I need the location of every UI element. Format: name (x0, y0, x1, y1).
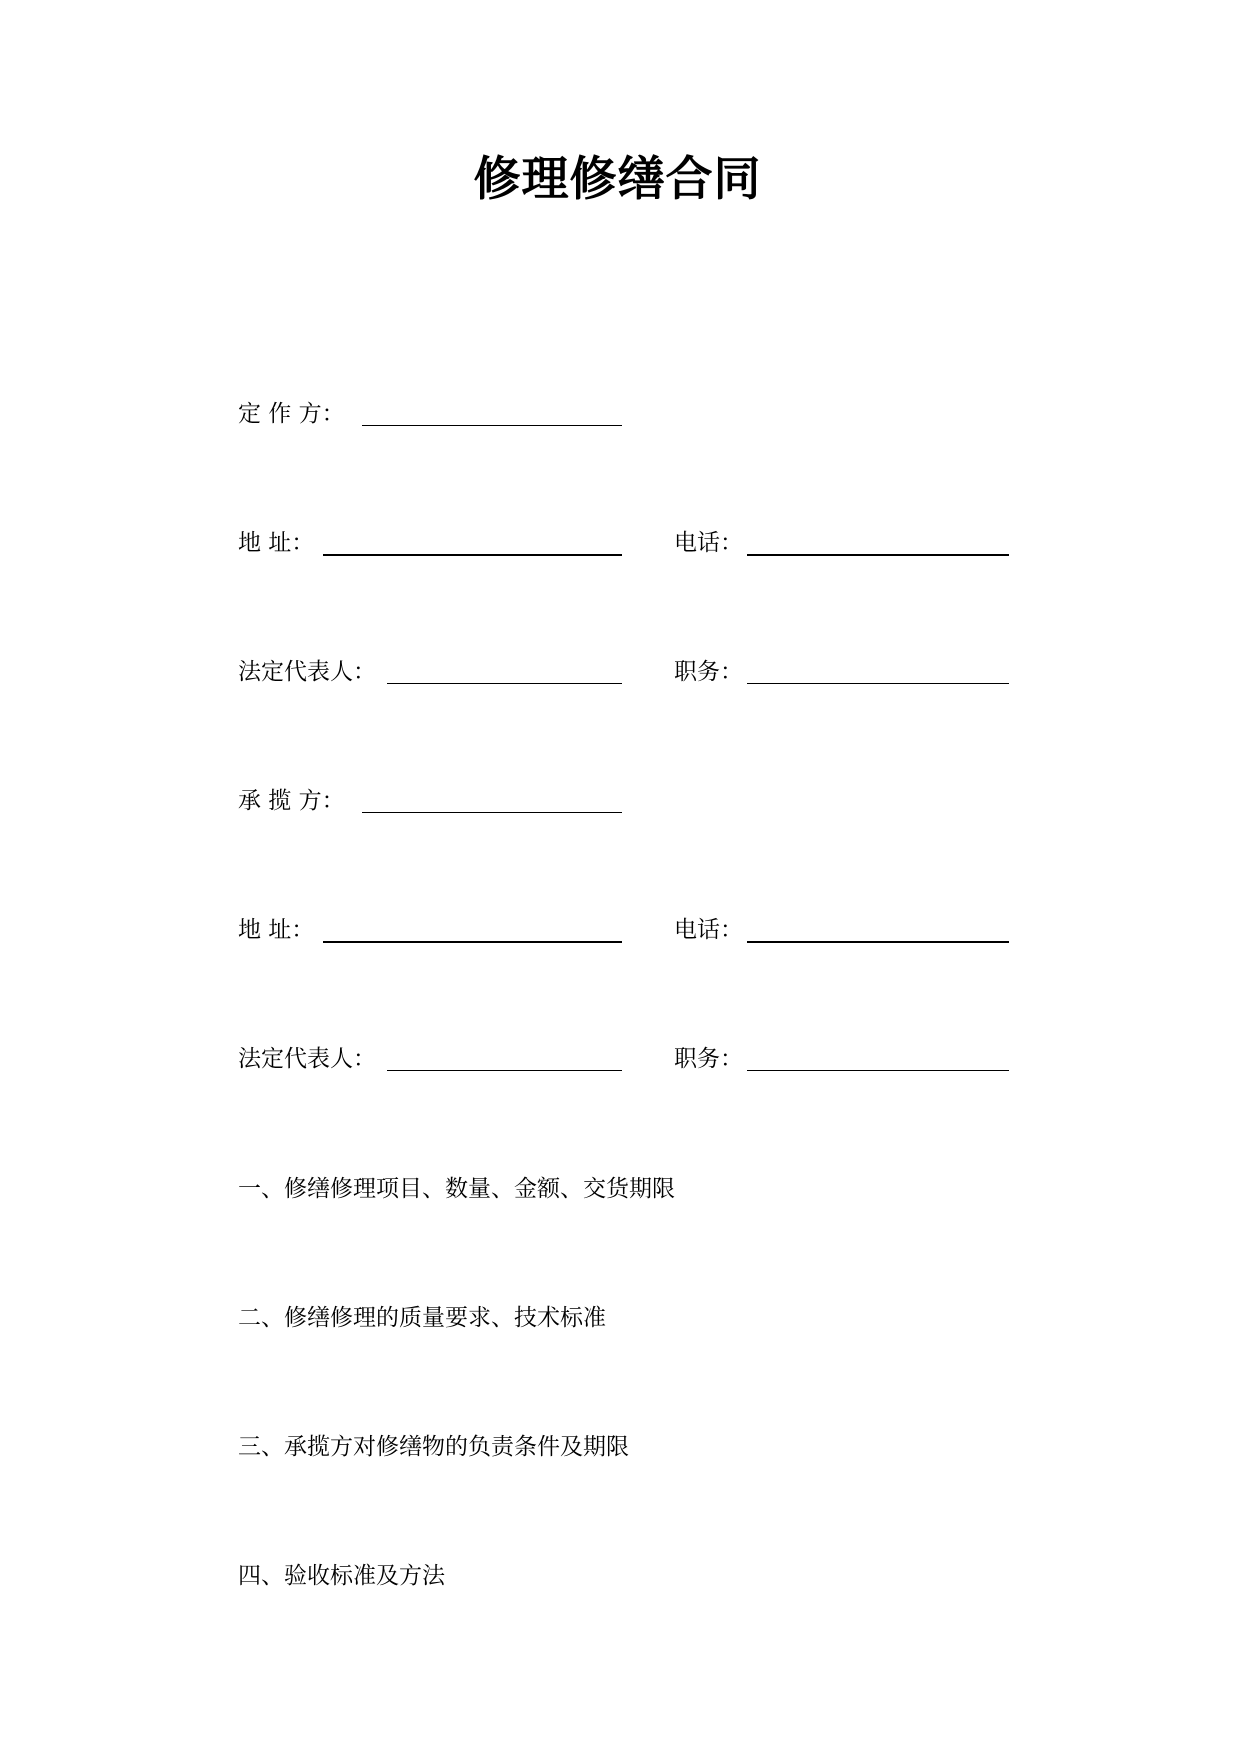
ordering-party-position-blank[interactable] (747, 683, 1009, 684)
contractor-position-blank[interactable] (747, 1070, 1009, 1071)
document-title: 修理修缮合同 (473, 152, 762, 207)
contractor-phone-label: 电话： (674, 917, 743, 943)
contractor-name-blank[interactable] (362, 812, 622, 813)
ordering-party-phone-label: 电话： (674, 530, 743, 556)
section-heading: 三、承揽方对修缮物的负责条件及期限 (238, 1434, 629, 1460)
ordering-party-legal-rep-label: 法定代表人： (238, 659, 376, 685)
ordering-party-phone-blank[interactable] (747, 554, 1009, 556)
section-heading: 四、验收标准及方法 (238, 1563, 445, 1589)
section-heading: 二、修缮修理的质量要求、技术标准 (238, 1305, 606, 1331)
contractor-position-label: 职务： (674, 1046, 743, 1072)
ordering-party-position-label: 职务： (674, 659, 743, 685)
ordering-party-name-blank[interactable] (362, 425, 622, 426)
ordering-party-address-label: 地 址： (238, 530, 315, 556)
contractor-legal-rep-label: 法定代表人： (238, 1046, 376, 1072)
contractor-phone-blank[interactable] (747, 941, 1009, 943)
ordering-party-legal-rep-blank[interactable] (387, 683, 622, 684)
section-heading: 一、修缮修理项目、数量、金额、交货期限 (238, 1176, 675, 1202)
contractor-address-blank[interactable] (323, 941, 622, 943)
contractor-name-label: 承 揽 方： (238, 788, 345, 814)
ordering-party-name-label: 定 作 方： (238, 401, 345, 427)
contractor-address-label: 地 址： (238, 917, 315, 943)
contractor-legal-rep-blank[interactable] (387, 1070, 622, 1071)
ordering-party-address-blank[interactable] (323, 554, 622, 556)
